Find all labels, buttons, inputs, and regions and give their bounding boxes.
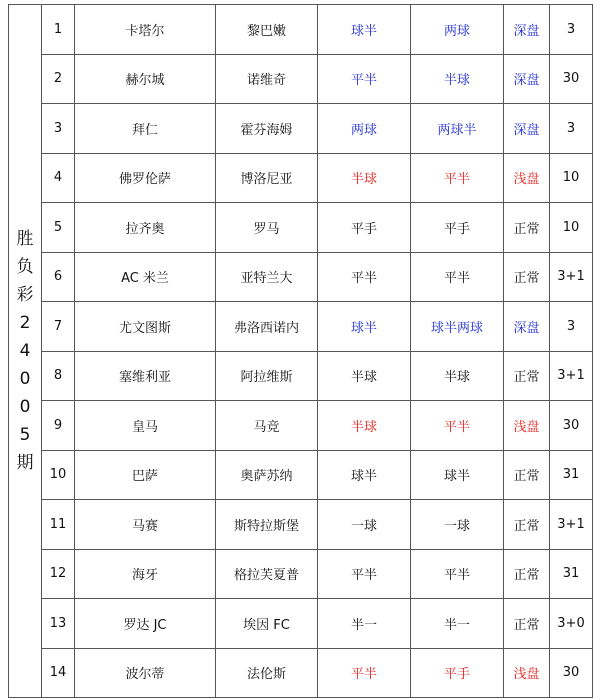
away-team: 奥萨苏纳 xyxy=(216,450,318,500)
handicap-early: 半球 xyxy=(318,153,411,203)
pick-code: 3 xyxy=(550,5,593,55)
pick-code: 30 xyxy=(550,401,593,451)
away-team: 霍芬海姆 xyxy=(216,104,318,154)
match-number: 2 xyxy=(42,54,75,104)
handicap-depth: 正常 xyxy=(504,549,550,599)
pick-code: 3 xyxy=(550,302,593,352)
away-team: 黎巴嫩 xyxy=(216,5,318,55)
handicap-early: 半球 xyxy=(318,401,411,451)
pick-code: 3+1 xyxy=(550,351,593,401)
match-number: 7 xyxy=(42,302,75,352)
period-label-char: 负 xyxy=(16,257,34,277)
period-label-char: 胜 xyxy=(16,229,34,249)
period-label-char: 期 xyxy=(16,453,34,473)
handicap-depth: 深盘 xyxy=(504,54,550,104)
period-label-char: 0 xyxy=(19,397,31,417)
home-team: 佛罗伦萨 xyxy=(75,153,216,203)
handicap-depth: 深盘 xyxy=(504,5,550,55)
table-row xyxy=(9,401,593,451)
table-row xyxy=(9,5,593,55)
pick-code: 10 xyxy=(550,203,593,253)
handicap-early: 球半 xyxy=(318,5,411,55)
pick-code: 31 xyxy=(550,450,593,500)
away-team: 弗洛西诺内 xyxy=(216,302,318,352)
table-row xyxy=(9,450,593,500)
home-team: AC 米兰 xyxy=(75,252,216,302)
home-team: 波尔蒂 xyxy=(75,648,216,698)
period-label-char: 0 xyxy=(19,369,31,389)
match-number: 6 xyxy=(42,252,75,302)
handicap-current: 半一 xyxy=(411,599,504,649)
pick-code: 10 xyxy=(550,153,593,203)
away-team: 法伦斯 xyxy=(216,648,318,698)
handicap-early: 半一 xyxy=(318,599,411,649)
home-team: 尤文图斯 xyxy=(75,302,216,352)
handicap-current: 平半 xyxy=(411,401,504,451)
home-team: 罗达 JC xyxy=(75,599,216,649)
handicap-depth: 正常 xyxy=(504,450,550,500)
handicap-current: 两球半 xyxy=(411,104,504,154)
handicap-current: 平手 xyxy=(411,203,504,253)
home-team: 拜仁 xyxy=(75,104,216,154)
away-team: 格拉芙夏普 xyxy=(216,549,318,599)
handicap-depth: 浅盘 xyxy=(504,401,550,451)
table-row xyxy=(9,104,593,154)
match-number: 9 xyxy=(42,401,75,451)
handicap-depth: 正常 xyxy=(504,351,550,401)
handicap-current: 平半 xyxy=(411,252,504,302)
handicap-early: 平半 xyxy=(318,252,411,302)
handicap-depth: 深盘 xyxy=(504,302,550,352)
handicap-early: 球半 xyxy=(318,450,411,500)
handicap-depth: 正常 xyxy=(504,203,550,253)
home-team: 拉齐奥 xyxy=(75,203,216,253)
away-team: 斯特拉斯堡 xyxy=(216,500,318,550)
match-table xyxy=(8,4,593,698)
home-team: 卡塔尔 xyxy=(75,5,216,55)
table-row xyxy=(9,599,593,649)
match-number: 1 xyxy=(42,5,75,55)
handicap-early: 半球 xyxy=(318,351,411,401)
pick-code: 30 xyxy=(550,54,593,104)
table-row xyxy=(9,648,593,698)
handicap-current: 球半两球 xyxy=(411,302,504,352)
handicap-early: 一球 xyxy=(318,500,411,550)
away-team: 马竞 xyxy=(216,401,318,451)
away-team: 亚特兰大 xyxy=(216,252,318,302)
period-label-char: 2 xyxy=(19,313,31,333)
handicap-current: 一球 xyxy=(411,500,504,550)
match-number: 10 xyxy=(42,450,75,500)
match-number: 11 xyxy=(42,500,75,550)
period-label-char: 4 xyxy=(19,341,31,361)
handicap-depth: 浅盘 xyxy=(504,153,550,203)
match-number: 8 xyxy=(42,351,75,401)
table-row xyxy=(9,153,593,203)
table-row xyxy=(9,500,593,550)
pick-code: 3+1 xyxy=(550,252,593,302)
period-label-char: 5 xyxy=(19,425,31,445)
match-number: 4 xyxy=(42,153,75,203)
handicap-current: 平半 xyxy=(411,153,504,203)
handicap-depth: 正常 xyxy=(504,500,550,550)
handicap-depth: 浅盘 xyxy=(504,648,550,698)
away-team: 诺维奇 xyxy=(216,54,318,104)
handicap-early: 球半 xyxy=(318,302,411,352)
handicap-current: 平半 xyxy=(411,549,504,599)
away-team: 埃因 FC xyxy=(216,599,318,649)
table-row xyxy=(9,252,593,302)
pick-code: 30 xyxy=(550,648,593,698)
handicap-current: 平手 xyxy=(411,648,504,698)
home-team: 塞维利亚 xyxy=(75,351,216,401)
period-label-char: 彩 xyxy=(16,285,34,305)
home-team: 巴萨 xyxy=(75,450,216,500)
handicap-current: 半球 xyxy=(411,351,504,401)
handicap-early: 平手 xyxy=(318,203,411,253)
handicap-current: 半球 xyxy=(411,54,504,104)
table-row xyxy=(9,203,593,253)
handicap-depth: 正常 xyxy=(504,599,550,649)
away-team: 罗马 xyxy=(216,203,318,253)
table-row xyxy=(9,549,593,599)
period-label xyxy=(9,5,42,698)
match-number: 12 xyxy=(42,549,75,599)
handicap-early: 平半 xyxy=(318,54,411,104)
match-number: 5 xyxy=(42,203,75,253)
match-number: 3 xyxy=(42,104,75,154)
table-row xyxy=(9,302,593,352)
handicap-early: 平半 xyxy=(318,648,411,698)
handicap-early: 两球 xyxy=(318,104,411,154)
home-team: 海牙 xyxy=(75,549,216,599)
pick-code: 3+0 xyxy=(550,599,593,649)
table-row xyxy=(9,54,593,104)
match-number: 13 xyxy=(42,599,75,649)
handicap-current: 两球 xyxy=(411,5,504,55)
pick-code: 3+1 xyxy=(550,500,593,550)
handicap-depth: 深盘 xyxy=(504,104,550,154)
handicap-early: 平半 xyxy=(318,549,411,599)
match-number: 14 xyxy=(42,648,75,698)
table-row xyxy=(9,351,593,401)
handicap-depth: 正常 xyxy=(504,252,550,302)
away-team: 博洛尼亚 xyxy=(216,153,318,203)
pick-code: 31 xyxy=(550,549,593,599)
pick-code: 3 xyxy=(550,104,593,154)
away-team: 阿拉维斯 xyxy=(216,351,318,401)
home-team: 赫尔城 xyxy=(75,54,216,104)
home-team: 皇马 xyxy=(75,401,216,451)
home-team: 马赛 xyxy=(75,500,216,550)
handicap-current: 球半 xyxy=(411,450,504,500)
